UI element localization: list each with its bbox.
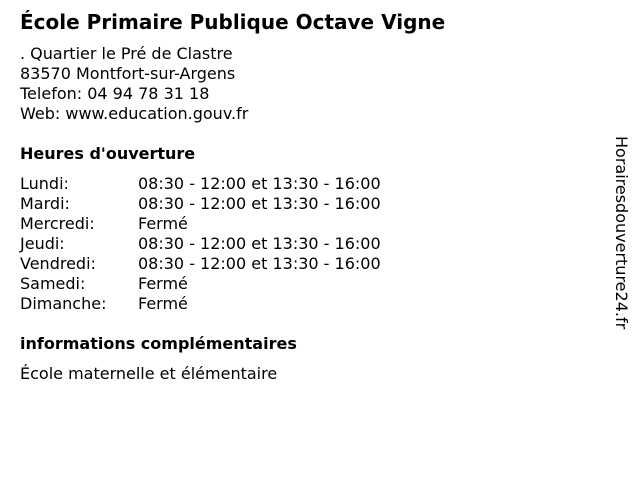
- hours-time: 08:30 - 12:00 et 13:30 - 16:00: [138, 174, 381, 193]
- hours-time: 08:30 - 12:00 et 13:30 - 16:00: [138, 194, 381, 213]
- phone-line: [20, 84, 600, 104]
- hours-heading: Heures d'ouverture: [20, 144, 196, 163]
- hours-day: Vendredi:: [20, 254, 96, 273]
- hours-day: Lundi:: [20, 174, 69, 193]
- phone-number[interactable]: 04 94 78 31 18: [87, 84, 210, 103]
- phone-label: Telefon:: [20, 84, 83, 103]
- hours-day: Mardi:: [20, 194, 70, 213]
- hours-time: Fermé: [138, 294, 188, 313]
- hours-row: [20, 294, 381, 314]
- extra-info-heading: informations complémentaires: [20, 334, 297, 353]
- address-line-2: 83570 Montfort-sur-Argens: [20, 64, 236, 83]
- hours-day: Dimanche:: [20, 294, 107, 313]
- hours-day: Jeudi:: [20, 234, 65, 253]
- web-link[interactable]: www.education.gouv.fr: [65, 104, 249, 123]
- hours-day: Mercredi:: [20, 214, 95, 233]
- hours-row: [20, 174, 381, 194]
- school-info-card: [20, 10, 600, 384]
- hours-day: Samedi:: [20, 274, 86, 293]
- hours-row: [20, 194, 381, 214]
- brand-watermark: Horairesdouverture24.fr: [612, 136, 631, 330]
- web-line: [20, 104, 600, 124]
- hours-row: [20, 254, 381, 274]
- hours-time: 08:30 - 12:00 et 13:30 - 16:00: [138, 234, 381, 253]
- hours-time: Fermé: [138, 214, 188, 233]
- hours-time: 08:30 - 12:00 et 13:30 - 16:00: [138, 254, 381, 273]
- hours-row: [20, 214, 381, 234]
- hours-time: Fermé: [138, 274, 188, 293]
- web-label: Web:: [20, 104, 61, 123]
- hours-row: [20, 274, 381, 294]
- hours-row: [20, 234, 381, 254]
- address-line-1: . Quartier le Pré de Clastre: [20, 44, 233, 63]
- extra-info-text: École maternelle et élémentaire: [20, 364, 278, 383]
- opening-hours-table: [20, 174, 381, 314]
- school-name: École Primaire Publique Octave Vigne: [20, 10, 446, 34]
